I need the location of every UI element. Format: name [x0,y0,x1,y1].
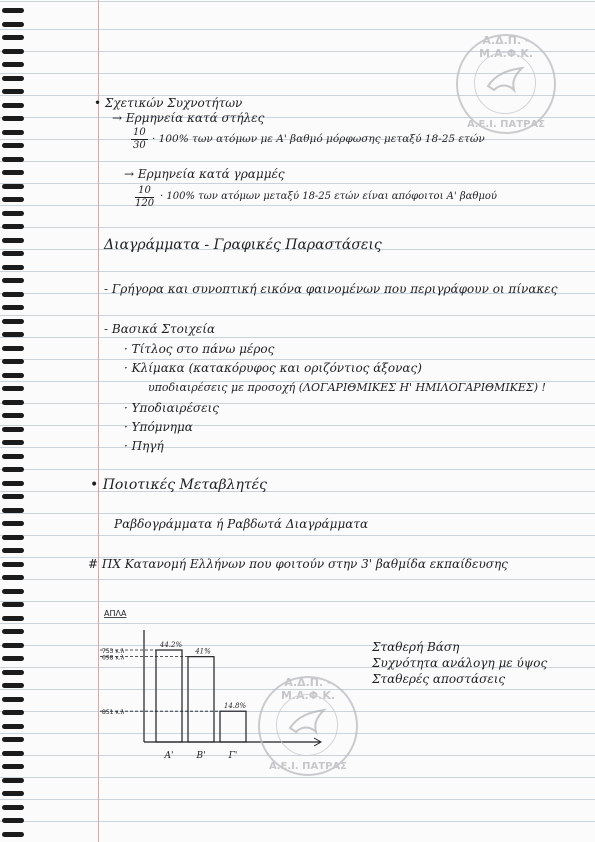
row-fraction [135,185,154,210]
bar-value-label: 753 κ.λ [102,648,125,655]
spiral-ring [2,440,24,445]
spiral-ring [2,683,24,688]
spiral-ring [2,737,24,742]
spiral-ring [2,265,24,270]
spiral-ring [2,332,24,337]
spiral-ring [2,427,24,432]
basics-item-subdivisions: · Υποδιαιρέσεις [124,401,219,415]
spiral-ring [2,791,24,796]
spiral-ring [2,157,24,162]
spiral-ring [2,278,24,283]
spiral-ring [2,494,24,499]
margin-line [98,0,99,842]
bar-diagrams-line: Ραβδογράμματα ή Ραβδωτά Διαγράμματα [114,517,369,531]
bar-percent-label: 44.2% [159,641,183,649]
bar [220,711,246,742]
spiral-ring [2,103,24,108]
spiral-ring [2,764,24,769]
row-fraction-num: 10 [135,185,154,198]
bullet1-title: • Σχετικών Συχνοτήτων [94,96,243,110]
basics-item-scale-note: υποδιαιρέσεις με προσοχή (ΛΟΓΑΡΙΘΜΙΚΕΣ Η' ΗΜΙΛΟΓΑΡΙΘΜΙΚΕΣ) ! [148,381,546,394]
basics-item-scale: · Κλίμακα (κατακόρυφος και οριζόντιος άξονας) [124,361,422,375]
spiral-ring [2,211,24,216]
spiral-ring [2,481,24,486]
bar-value-label: 698 κ.λ [102,654,125,662]
spiral-ring [2,22,24,27]
example-line: # ΠΧ Κατανομή Ελλήνων που φοιτούν στην 3' βαθμίδα εκπαίδευσης [88,557,508,571]
row-text: · 100% των ατόμων μεταξύ 18-25 ετών είναι απόφοιτοι Α' βαθμού [160,191,497,202]
spiral-ring [2,238,24,243]
stamp-bottom-bottom-text: Α.Ε.Ι. ΠΑΤΡΑΣ [269,761,347,772]
spiral-ring [2,386,24,391]
spiral-ring [2,548,24,553]
spiral-ring [2,670,24,675]
spiral-ring [2,616,24,621]
bar-category-label: Α' [164,751,174,761]
spiral-ring [2,143,24,148]
bar-value-label: 851 κ.λ [102,709,125,717]
spiral-ring [2,8,24,13]
row-interpretation: → Ερμηνεία κατά γραμμές [124,167,285,181]
spiral-ring [2,643,24,648]
spiral-ring [2,562,24,567]
dove-icon [286,706,330,746]
spiral-ring [2,292,24,297]
col-fraction-num: 10 [133,127,146,138]
bar-percent-label: 14.8% [223,702,247,711]
spiral-ring [2,116,24,121]
spiral-ring [2,602,24,607]
stamp-bottom-top-text: Α.Δ.Π. - Μ.Α.Φ.Κ. [280,676,336,702]
spiral-ring [2,359,24,364]
spiral-ring [2,778,24,783]
spiral-ring [2,805,24,810]
bullet2-title: • Ποιοτικές Μεταβλητές [90,477,267,493]
col-fraction [131,127,148,152]
spiral-ring [2,724,24,729]
spiral-ring [2,697,24,702]
basics-item-legend: · Υπόμνημα [124,420,193,434]
spiral-ring [2,319,24,324]
spiral-ring [2,400,24,405]
spiral-ring [2,184,24,189]
spiral-ring [2,589,24,594]
definition-line: - Γρήγορα και συνοπτική εικόνα φαινομένων που περιγράφουν οι πίνακες [104,282,558,296]
spiral-ring [2,521,24,526]
spiral-ring [2,89,24,94]
spiral-ring [2,656,24,661]
bullet1-title-text: Σχετικών Συχνοτήτων [104,96,243,110]
bar-category-label: Γ' [228,751,238,761]
spiral-ring [2,305,24,310]
spiral-ring [2,832,24,837]
spiral-ring [2,170,24,175]
spiral-ring [2,751,24,756]
diagrams-heading: Διαγράμματα - Γραφικές Παραστάσεις [104,237,382,253]
spiral-ring [2,373,24,378]
spiral-ring [2,197,24,202]
spiral-ring [2,454,24,459]
spiral-ring [2,467,24,472]
spiral-ring [2,346,24,351]
spiral-ring [2,130,24,135]
bar [188,657,214,742]
basics-item-title: · Τίτλος στο πάνω μέρος [124,342,275,356]
spiral-ring [2,508,24,513]
spiral-ring [2,62,24,67]
university-stamp-bottom [258,676,358,776]
spiral-ring [2,35,24,40]
spiral-ring [2,49,24,54]
spiral-ring [2,413,24,418]
basics-item-source: · Πηγή [124,439,164,453]
spiral-ring [2,76,24,81]
bar [156,650,182,742]
bar-category-label: Β' [196,751,206,761]
side-note-3: Σταθερές αποστάσεις [372,672,506,686]
stamp-bottom-text: Α.Ε.Ι. ΠΑΤΡΑΣ [467,119,545,130]
col-text: · 100% των ατόμων με Α' βαθμό μόρφωσης μεταξύ 18-25 ετών [152,133,485,145]
row-fraction-den: 120 [135,198,155,209]
basics-title: - Βασικά Στοιχεία [104,322,216,336]
spiral-ring [2,818,24,823]
bar-percent-label: 41% [195,647,211,656]
university-stamp-top [456,34,556,134]
col-interpretation: → Ερμηνεία κατά στήλες [112,111,265,125]
spiral-ring [2,710,24,715]
spiral-ring [2,251,24,256]
stamp-top-text: Α.Δ.Π. - Μ.Α.Φ.Κ. [478,34,534,60]
spiral-binding [0,0,30,842]
spiral-ring [2,629,24,634]
spiral-ring [2,575,24,580]
chart-title: ΑΠΛΑ [104,609,127,618]
side-note-1: Σταθερή Βάση [372,640,460,654]
spiral-ring [2,535,24,540]
side-note-2: Συχνότητα ανάλογη με ύψος [372,656,548,670]
bullet2-title-text: Ποιοτικές Μεταβλητές [102,477,267,493]
dove-icon [484,64,528,104]
col-fraction-den: 30 [133,140,146,151]
spiral-ring [2,224,24,229]
